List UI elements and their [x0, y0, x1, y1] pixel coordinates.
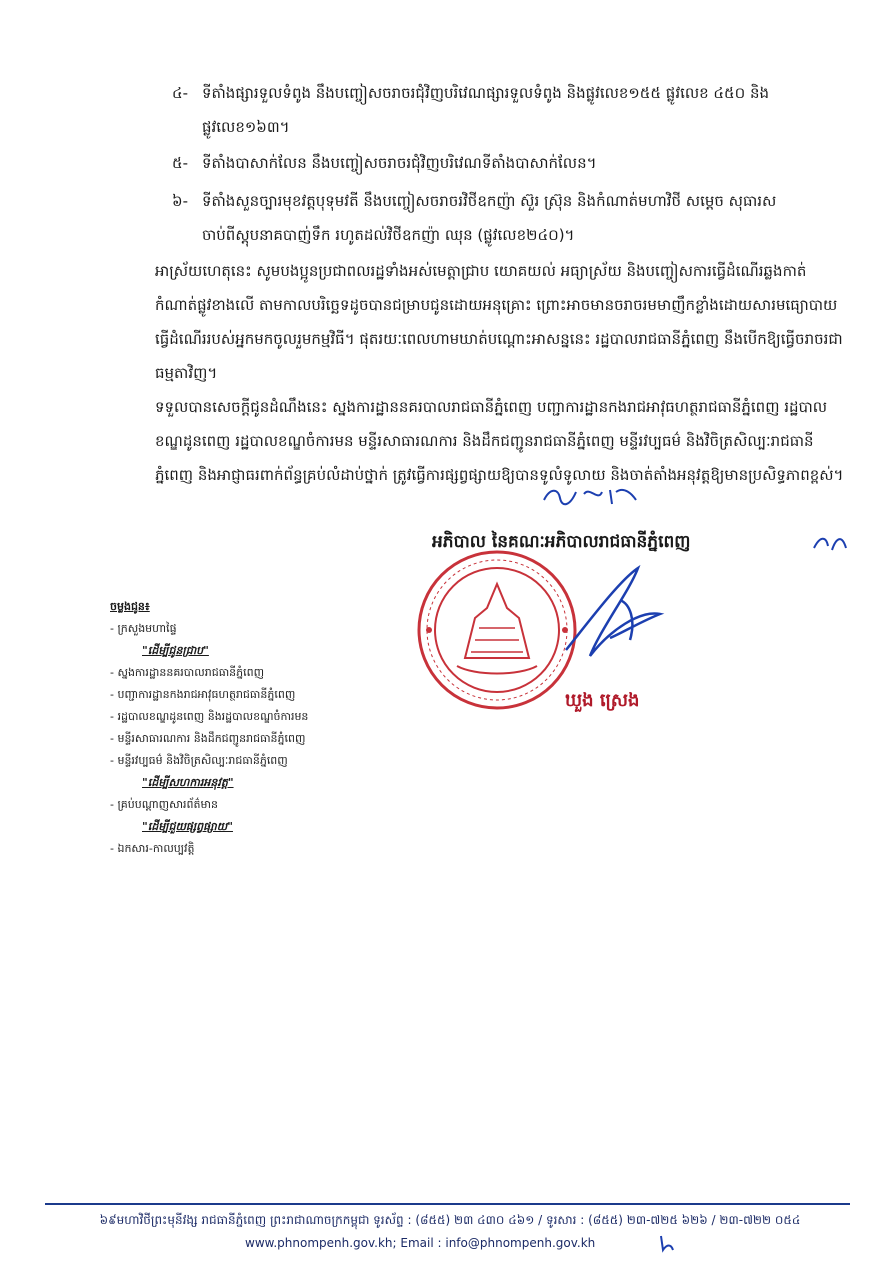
paragraph-notice: អាស្រ័យហេតុនេះ សូមបងប្អូនប្រជាពលរដ្ឋទាំងអស់មេត្តាជ្រាប យោគយល់ អធ្យាស្រ័យ និងបញ្ចៀសការធ្វើដំណើរឆ្លងកាត់កំណាត់ផ្លូវខាងលើ តាមកាលបរិច្ឆេទដូចបានជម្រាបជូនដោយអនុគ្រោះ ព្រោះអាចមានចរាចរមមាញឹកខ្លាំងដោយសារមធ្យោបាយធ្វើដំណើររបស់អ្នកមកចូលរួមកម្មវិធី។ ផុតរយៈពេលហាមឃាត់បណ្តោះអាសន្ននេះ រដ្ឋបាលរាជធានីភ្នំពេញ នឹងបើកឱ្យធ្វើចរាចរជាធម្មតាវិញ។: [155, 262, 843, 382]
handwritten-initial: [657, 1232, 677, 1254]
paragraph-instruction: ទទួលបានសេចក្តីជូនដំណឹងនេះ ស្នងការដ្ឋាននគរបាលរាជធានីភ្នំពេញ បញ្ជាការដ្ឋានកងរាជអាវុធហត្ថរាជធានីភ្នំពេញ រដ្ឋបាលខណ្ឌដូនពេញ រដ្ឋបាលខណ្ឌចំការមន មន្ទីរសាធារណការ និងដឹកជញ្ជូនរាជធានីភ្នំពេញ មន្ទីរវប្បធម៌ និងវិចិត្រសិល្បៈរាជធានីភ្នំពេញ និងអាជ្ញាធរពាក់ព័ន្ធគ្រប់លំដាប់ថ្នាក់ ត្រូវធ្វើការផ្សព្វផ្សាយឱ្យបានទូលំទូលាយ និងចាត់តាំងអនុវត្តឱ្យមានប្រសិទ្ធភាពខ្ពស់។: [155, 398, 844, 484]
distribution-recipient: - រដ្ឋបាលខណ្ឌដូនពេញ និងរដ្ឋបាលខណ្ឌចំការមន: [110, 710, 309, 723]
item-text: ទីតាំងសួនច្បារមុខវត្តបុទុមវតី នឹងបញ្ចៀសចរាចរវិថីឧកញ៉ា ស៊ួរ ស្រ៊ុន និងកំណាត់មហាវិថី សម្តេច សុធារស ចាប់ពីស្តុបនាគបាញ់ទឹក រហូតដល់វិថីឧកញ៉ា ឈុន (ផ្លូវលេខ២៤០)។: [202, 192, 777, 244]
item-number: ៥-: [172, 154, 189, 172]
distribution-purpose: "ដើម្បីជួយផ្សព្វផ្សាយ": [142, 820, 233, 833]
distribution-recipient: - ឯកសារ-កាលប្បវត្តិ: [110, 842, 195, 855]
distribution-purpose: "ដើម្បីជូនជ្រាប": [142, 644, 209, 657]
footer-address: ៦៩មហាវិថីព្រះមុនីវង្ស រាជធានីភ្នំពេញ ព្រះរាជាណាចក្រកម្ពុជា ទូរស័ព្ទ : (៨៥៥) ២៣ ៤៣០ ៤៦១ / ទូរសារ : (៨៥៥) ២៣-៧២៥ ៦២៦ / ២៣-៧២២ ០៥៤: [99, 1213, 801, 1227]
footer-divider: [45, 1203, 850, 1205]
distribution-recipient: - មន្ទីរសាធារណការ និងដឹកជញ្ជូនរាជធានីភ្នំពេញ: [110, 732, 306, 745]
item-number: ៦-: [172, 192, 189, 210]
item-text: ទីតាំងបាសាក់លែន នឹងបញ្ចៀសចរាចរជុំវិញបរិវេណទីតាំងបាសាក់លែន។: [202, 154, 597, 172]
list-item-5: [172, 146, 844, 182]
distribution-recipient: - ក្រសួងមហាផ្ទៃ: [110, 622, 177, 635]
closing-title: អភិបាល នៃគណៈអភិបាលរាជធានីភ្នំពេញ: [432, 532, 691, 552]
distribution-recipient: - មន្ទីរវប្បធម៌ និងវិចិត្រសិល្បៈរាជធានីភ្នំពេញ: [110, 754, 288, 767]
list-item-4: [172, 76, 844, 146]
item-number: ៤-: [172, 84, 189, 102]
footer-web: www.phnompenh.gov.kh; Email : info@phnompenh.gov.kh: [245, 1236, 596, 1250]
distribution-recipient: - គ្រប់បណ្តាញសារព័ត៌មាន: [110, 798, 218, 811]
handwritten-initial: [540, 480, 640, 510]
distribution-recipient: - បញ្ជាការដ្ឋានកងរាជអាវុធហត្ថរាជធានីភ្នំពេញ: [110, 688, 296, 701]
signer-name: ឃួង ស្រេង: [565, 690, 640, 711]
official-seal-icon: [415, 548, 580, 713]
handwritten-initial: [810, 530, 850, 556]
list-item-6: [172, 184, 844, 254]
distribution-recipient: - ស្នងការដ្ឋាននគរបាលរាជធានីភ្នំពេញ: [110, 666, 265, 679]
distribution-rows: [110, 618, 410, 860]
signature-icon: [560, 560, 670, 670]
item-text: ទីតាំងផ្សារទួលទំពូង នឹងបញ្ចៀសចរាចរជុំវិញបរិវេណផ្សារទួលទំពូង និងផ្លូវលេខ១៥៥ ផ្លូវលេខ ៤៥០ និងផ្លូវលេខ១៦៣។: [202, 84, 770, 136]
distribution-purpose: "ដើម្បីសហការអនុវត្ត": [142, 776, 234, 789]
distribution-heading: ចម្លងជូន៖: [110, 600, 150, 613]
distribution-list: [110, 596, 410, 860]
